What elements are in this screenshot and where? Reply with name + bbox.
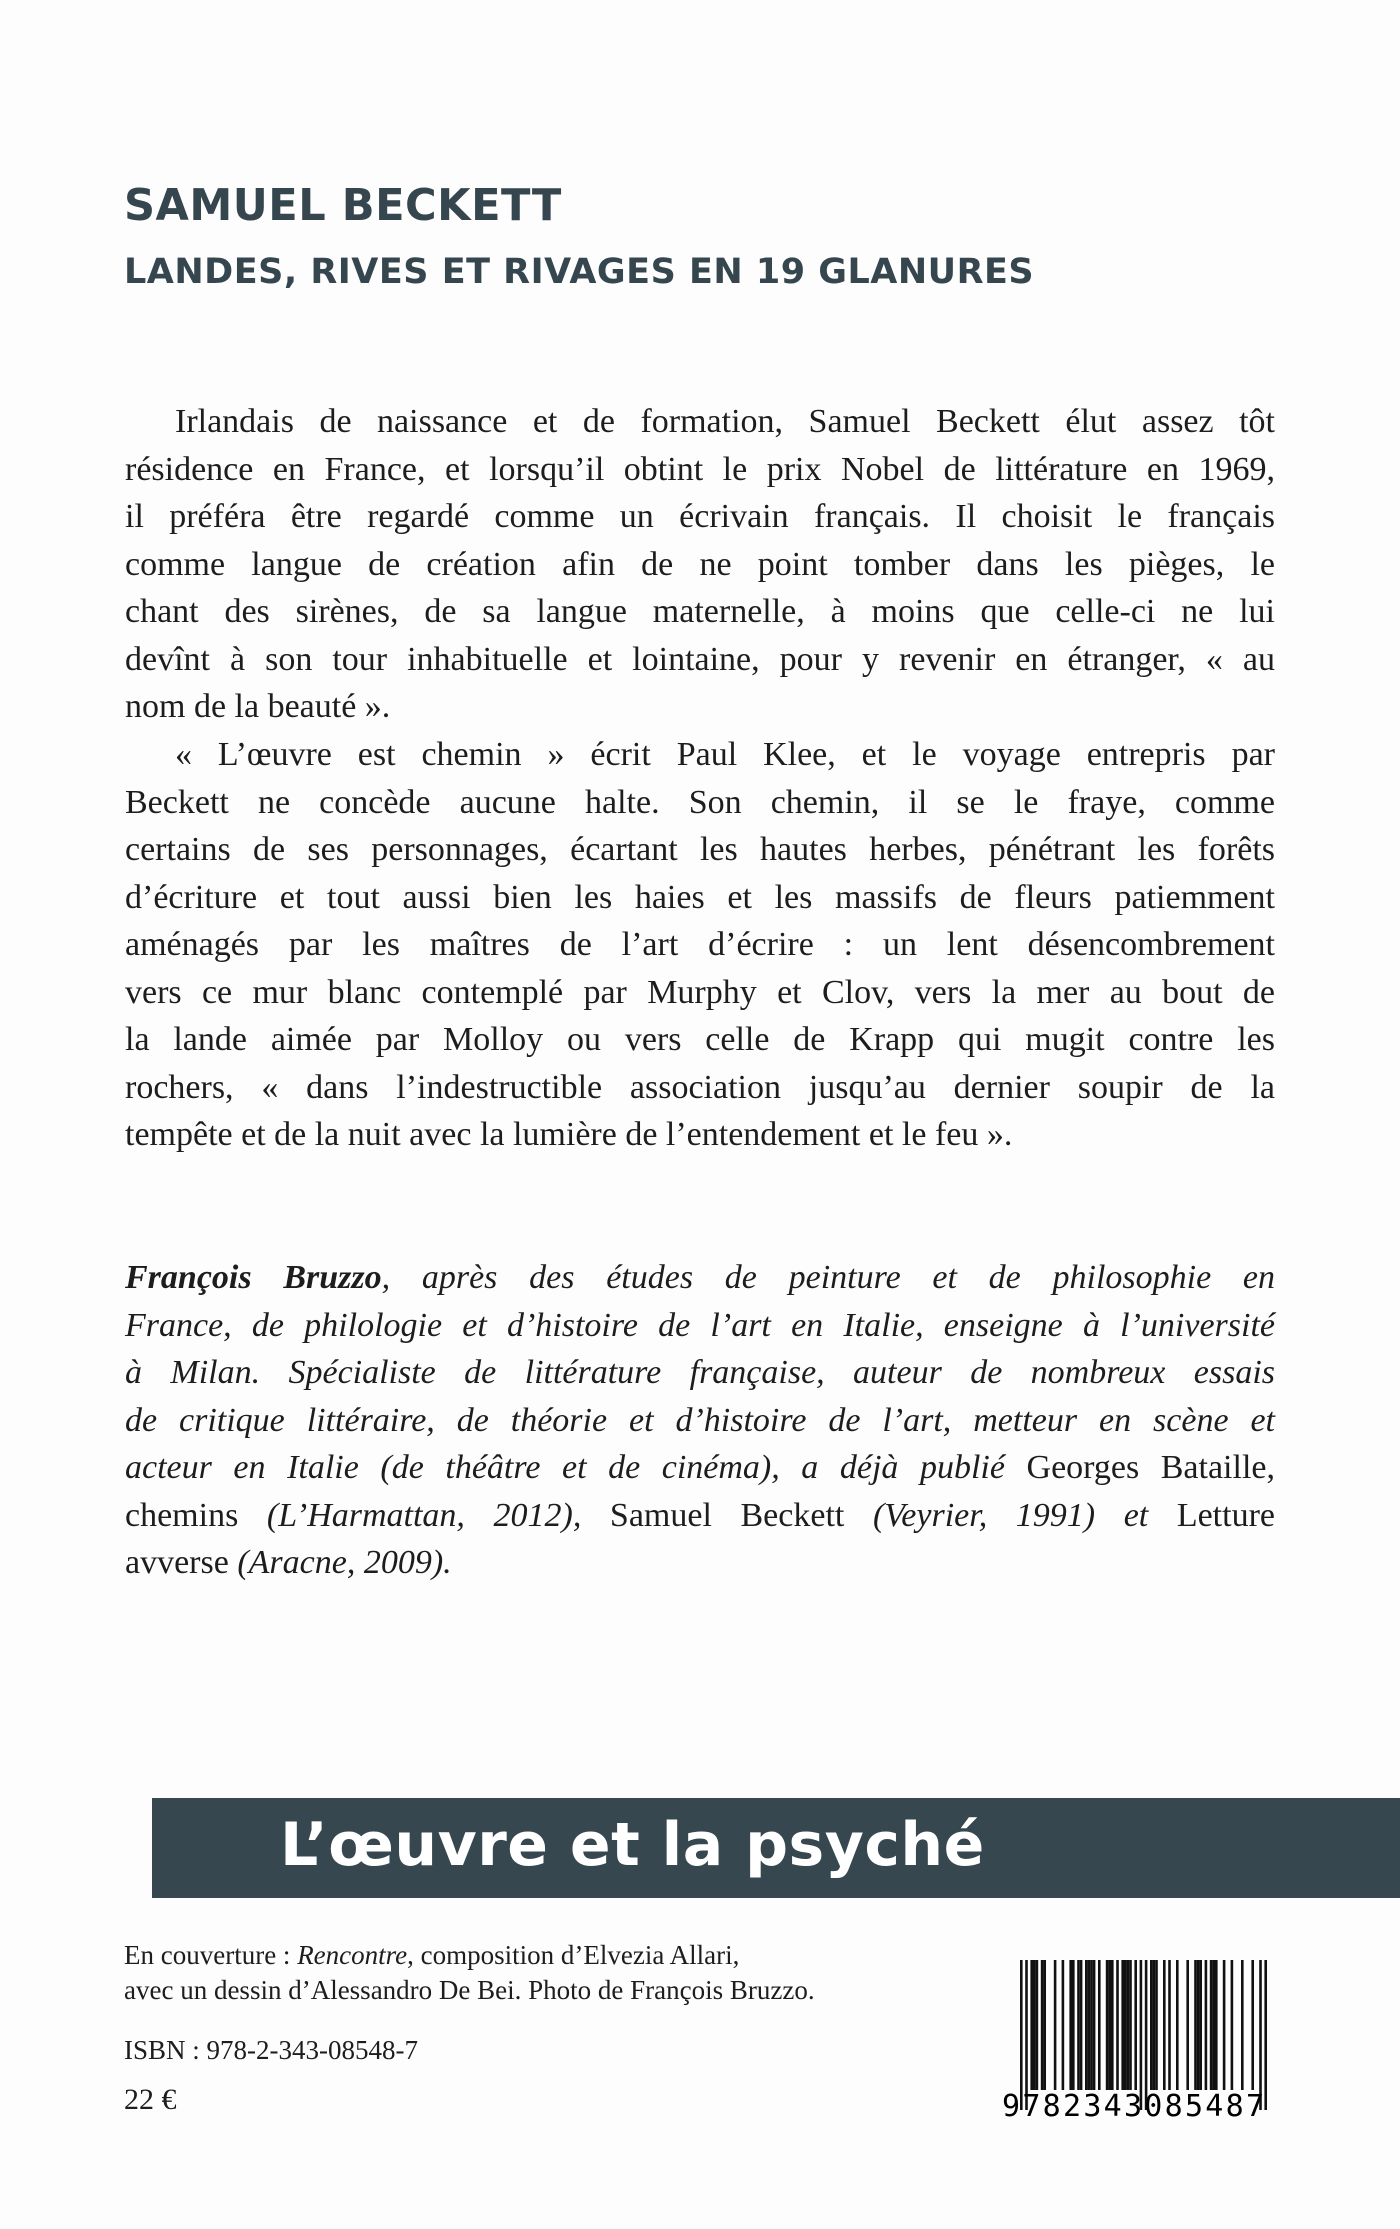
barcode-bar: [1111, 1960, 1114, 2090]
barcode-bar: [1194, 1960, 1197, 2090]
barcode-bar: [1116, 1960, 1119, 2090]
barcode-bar: [1145, 1960, 1148, 2110]
bio-segment: (Veyrier, 1991) et: [872, 1496, 1149, 1534]
barcode-bar: [1140, 1960, 1143, 2110]
bio-segment: Letture: [1148, 1496, 1275, 1534]
text-line: devînt à son tour inhabituelle et lointaine, pour y revenir en étranger, « au: [125, 640, 1275, 678]
barcode: [1000, 1960, 1272, 2120]
bio-segment: acteur en Italie (de théâtre et de cinéma), a déjà publié: [125, 1449, 1005, 1486]
barcode-bar: [1197, 1960, 1200, 2090]
bio-line: [125, 1349, 1275, 1397]
credit-prefix: En couverture :: [124, 1940, 298, 1970]
barcode-bar: [1085, 1960, 1088, 2090]
barcode-bar: [1223, 1960, 1226, 2090]
summary-paragraph-2: [125, 731, 1275, 1159]
barcode-bar: [1036, 1960, 1039, 2090]
barcode-bar: [1090, 1960, 1093, 2090]
text-line: aménagés par les maîtres de l’art d’écrire : un lent désencombrement: [125, 926, 1275, 963]
text-line: d’écriture et tout aussi bien les haies et les massifs de fleurs patiemment: [125, 878, 1275, 916]
barcode-bar: [1153, 1960, 1156, 2090]
barcode-bar: [1020, 1960, 1023, 2110]
bio-line: [125, 1254, 1275, 1302]
barcode-bar: [1033, 1960, 1036, 2090]
barcode-bar: [1259, 1960, 1262, 2110]
barcode-bar: [1030, 1960, 1033, 2090]
barcode-bar: [1088, 1960, 1091, 2090]
barcode-bar: [1215, 1960, 1218, 2090]
cover-credit-line-2: avec un dessin d’Alessandro De Bei. Photo de François Bruzzo.: [124, 1975, 815, 2005]
barcode-bar: [1134, 1960, 1137, 2090]
barcode-bar: [1098, 1960, 1101, 2090]
barcode-bar: [1199, 1960, 1202, 2090]
barcode-bar: [1176, 1960, 1179, 2090]
bio-segment: de critique littéraire, de théorie et d’histoire de l’art, metteur en scène et: [125, 1401, 1275, 1439]
bio-segment: avverse: [125, 1544, 238, 1581]
bio-line: [125, 1302, 1275, 1350]
text-line: « L’œuvre est chemin » écrit Paul Klee, et le voyage entrepris par: [175, 736, 1275, 773]
text-line: comme langue de création afin de ne point tomber dans les pièges, le: [125, 545, 1275, 583]
barcode-bar: [1168, 1960, 1171, 2090]
text-line: vers ce mur blanc contemplé par Murphy et Clov, vers la mer au bout de: [125, 973, 1275, 1011]
bio-segment: chemins: [125, 1496, 267, 1534]
barcode-bar: [1231, 1960, 1234, 2090]
barcode-bar: [1127, 1960, 1130, 2090]
text-line: certains de ses personnages, écartant les hautes herbes, pénétrant les forêts: [125, 831, 1275, 868]
barcode-bar: [1062, 1960, 1065, 2090]
bio-line: [125, 1539, 1275, 1587]
barcode-bar: [1043, 1960, 1046, 2090]
bio-segment: François Bruzzo: [125, 1259, 382, 1296]
bio-segment: , après des études de peinture et de philosophie en: [381, 1259, 1275, 1296]
barcode-bar: [1108, 1960, 1111, 2090]
price: 22 €: [124, 2083, 177, 2116]
book-subtitle: LANDES, RIVES ET RIVAGES EN 19 GLANURES: [124, 252, 1035, 292]
barcode-bar: [1080, 1960, 1083, 2090]
barcode-bar: [1129, 1960, 1132, 2090]
author-bio: [125, 1254, 1275, 1587]
barcode-bar: [1150, 1960, 1153, 2090]
barcode-bar: [1072, 1960, 1075, 2090]
barcode-bar: [1124, 1960, 1127, 2090]
barcode-bar: [1069, 1960, 1072, 2090]
barcode-bar: [1205, 1960, 1208, 2090]
barcode-bar: [1025, 1960, 1028, 2110]
book-author-title: SAMUEL BECKETT: [124, 180, 562, 231]
summary-paragraph-1: [125, 398, 1275, 731]
barcode-bar: [1251, 1960, 1254, 2090]
text-line: tempête et de la nuit avec la lumière de l’entendement et le feu ».: [125, 1116, 1013, 1153]
bio-segment: France, de philologie et d’histoire de l’art en Italie, enseigne à l’université: [125, 1306, 1275, 1344]
bio-segment: Samuel Beckett: [581, 1496, 873, 1534]
series-name: L’œuvre et la psyché: [280, 1810, 985, 1880]
text-line: nom de la beauté ».: [125, 688, 391, 725]
barcode-bar: [1163, 1960, 1166, 2090]
barcode-bar: [1121, 1960, 1124, 2090]
barcode-bar: [1155, 1960, 1158, 2090]
barcode-digits: 9782343085487: [1002, 2089, 1264, 2120]
bio-line: [125, 1397, 1275, 1445]
text-line: Irlandais de naissance et de formation, Samuel Beckett élut assez tôt: [175, 403, 1275, 440]
barcode-bar: [1106, 1960, 1109, 2090]
text-line: chant des sirènes, de sa langue maternelle, à moins que celle-ci ne lui: [125, 593, 1275, 630]
barcode-bar: [1041, 1960, 1044, 2090]
text-line: rochers, « dans l’indestructible association jusqu’au dernier soupir de la: [125, 1068, 1275, 1106]
text-line: Beckett ne concède aucune halte. Son chemin, il se le fraye, comme: [125, 783, 1275, 821]
barcode-bar: [1264, 1960, 1267, 2110]
artwork-title: Rencontre: [297, 1940, 408, 1970]
bio-line: [125, 1444, 1275, 1492]
text-line: il préféra être regardé comme un écrivain français. Il choisit le français: [125, 498, 1275, 535]
bio-segment: Georges Bataille,: [1004, 1449, 1275, 1486]
cover-credit-line-1: [124, 1940, 739, 1971]
barcode-bar: [1210, 1960, 1213, 2090]
bio-segment: à Milan. Spécialiste de littérature française, auteur de nombreux essais: [125, 1354, 1275, 1391]
bio-line: [125, 1492, 1275, 1540]
text-line: la lande aimée par Molloy ou vers celle de Krapp qui mugit contre les: [125, 1021, 1275, 1058]
isbn: ISBN : 978-2-343-08548-7: [124, 2035, 418, 2065]
text-line: résidence en France, et lorsqu’il obtint le prix Nobel de littérature en 1969,: [125, 450, 1275, 488]
barcode-bar: [1054, 1960, 1057, 2090]
bio-segment: (L’Harmattan, 2012),: [266, 1496, 582, 1534]
bio-segment: (Aracne, 2009).: [237, 1544, 452, 1581]
series-band: [152, 1798, 1400, 1898]
credit-suffix: , composition d’Elvezia Allari,: [407, 1940, 740, 1970]
barcode-bar: [1212, 1960, 1215, 2090]
barcode-bar: [1077, 1960, 1080, 2090]
barcode-bar: [1186, 1960, 1189, 2090]
barcode-bar: [1241, 1960, 1244, 2090]
barcode-bar: [1093, 1960, 1096, 2090]
